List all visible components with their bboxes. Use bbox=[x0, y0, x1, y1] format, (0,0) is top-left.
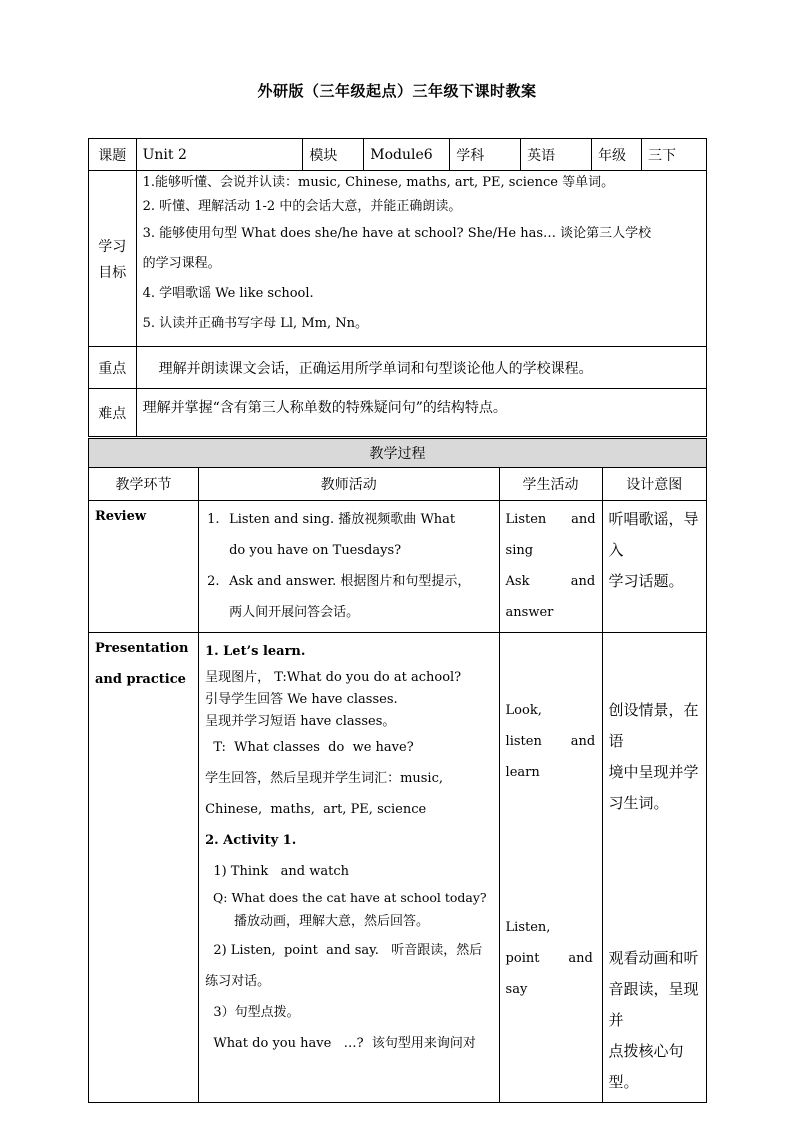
goal-line: 3. 能够使用句型 What does she/he have at school? She/He has… 谈论第三人学校 bbox=[142, 226, 652, 241]
section-heading: 1. Let’s learn. bbox=[205, 644, 306, 659]
presentation-student-activity bbox=[499, 633, 602, 1103]
item-text: do you have on Tuesdays? bbox=[229, 543, 402, 558]
grade-label: 年级 bbox=[592, 139, 642, 171]
student-line: say bbox=[505, 982, 528, 997]
teacher-item bbox=[199, 566, 498, 597]
teacher-line: 播放动画，理解大意，然后回答。 bbox=[205, 914, 429, 929]
teacher-line: 呈现并学习短语 have classes。 bbox=[205, 714, 396, 729]
col-stage-header: 教学环节 bbox=[89, 468, 199, 501]
goals-label bbox=[89, 171, 137, 347]
teacher-line: Q: What does the cat have at school today? bbox=[205, 890, 487, 905]
lesson-info-table bbox=[88, 138, 707, 437]
teacher-line: 练习对话。 bbox=[205, 974, 271, 989]
topic-value: Unit 2 bbox=[136, 139, 303, 171]
goal-line: 5. 认读并正确书写字母 Ll, Mm, Nn。 bbox=[142, 316, 368, 331]
item-number: 2. bbox=[207, 574, 220, 589]
teacher-line: T: What classes do we have? bbox=[205, 740, 414, 755]
goal-line: 1.能够听懂、会说并认读：music, Chinese, maths, art, PE, science 等单词。 bbox=[142, 175, 615, 190]
col-design-header: 设计意图 bbox=[602, 468, 706, 501]
student-line: Listen and bbox=[505, 512, 596, 527]
item-text: Ask and answer. 根据图片和句型提示， bbox=[229, 574, 471, 589]
goal-line: 4. 学唱歌谣 We like school. bbox=[142, 286, 314, 301]
teacher-line: 1) Think and watch bbox=[205, 864, 349, 879]
goals-label-line-1: 学习 bbox=[98, 238, 127, 255]
goals-cell bbox=[136, 171, 706, 347]
module-value: Module6 bbox=[364, 139, 450, 171]
grade-value: 三下 bbox=[642, 139, 707, 171]
difficulty-value: 理解并掌握“含有第三人称单数的特殊疑问句”的结构特点。 bbox=[136, 389, 706, 437]
item-text: 两人间开展问答会话。 bbox=[229, 605, 360, 620]
key-point-label: 重点 bbox=[89, 347, 137, 389]
item-number: 1. bbox=[207, 512, 220, 527]
spacer bbox=[506, 788, 596, 912]
teacher-line: 引导学生回答 We have classes. bbox=[205, 692, 398, 707]
student-line: Ask and bbox=[505, 574, 596, 589]
design-line: 境中呈现并学 bbox=[608, 763, 699, 781]
teacher-line: 3）句型点拨。 bbox=[205, 1005, 300, 1020]
topic-label: 课题 bbox=[89, 139, 137, 171]
subject-label: 学科 bbox=[450, 139, 521, 171]
difficulty-label: 难点 bbox=[89, 389, 137, 437]
design-line: 学习话题。 bbox=[608, 572, 684, 590]
design-line: 观看动画和听 bbox=[608, 949, 699, 967]
teaching-process-table bbox=[88, 438, 707, 1103]
design-line: 创设情景，在语 bbox=[608, 701, 699, 750]
module-label: 模块 bbox=[303, 139, 364, 171]
design-line: 听唱歌谣，导入 bbox=[608, 510, 699, 559]
design-line: 习生词。 bbox=[608, 794, 669, 812]
stage-line: and practice bbox=[95, 672, 186, 687]
key-point-value: 理解并朗读课文会话，正确运用所学单词和句型谈论他人的学校课程。 bbox=[136, 347, 706, 389]
item-text: Listen and sing. 播放视频歌曲 What bbox=[229, 512, 456, 527]
teacher-line: Chinese, maths, art, PE, science bbox=[205, 802, 427, 817]
col-student-header: 学生活动 bbox=[499, 468, 602, 501]
review-design-intent bbox=[602, 501, 706, 633]
presentation-teacher-activity bbox=[199, 633, 499, 1103]
spacer bbox=[506, 633, 596, 695]
process-title: 教学过程 bbox=[89, 439, 707, 468]
review-student-activity bbox=[499, 501, 602, 633]
student-line: answer bbox=[505, 605, 554, 620]
review-teacher-activity bbox=[199, 501, 499, 633]
spacer bbox=[609, 819, 700, 943]
goals-label-line-2: 目标 bbox=[98, 264, 127, 281]
student-line: Listen, bbox=[505, 920, 551, 935]
design-line: 点拨核心句型。 bbox=[608, 1042, 684, 1091]
presentation-design-intent bbox=[602, 633, 706, 1103]
goal-line: 2. 听懂、理解活动 1-2 中的会话大意，并能正确朗读。 bbox=[142, 199, 462, 214]
teacher-line: 呈现图片， T:What do you do at achool? bbox=[205, 670, 462, 685]
document-title: 外研版（三年级起点）三年级下课时教案 bbox=[257, 82, 537, 100]
review-stage: Review bbox=[89, 501, 199, 633]
student-line: point and bbox=[505, 951, 593, 966]
subject-value: 英语 bbox=[521, 139, 592, 171]
spacer bbox=[609, 633, 700, 695]
teacher-line: 2) Listen, point and say. 听音跟读，然后 bbox=[205, 943, 483, 958]
goal-line: 的学习课程。 bbox=[142, 256, 221, 271]
stage-line: Presentation bbox=[95, 641, 189, 656]
student-line: learn bbox=[505, 765, 540, 780]
student-line: sing bbox=[505, 543, 534, 558]
student-line: listen and bbox=[505, 734, 596, 749]
student-line: Look, bbox=[505, 703, 542, 718]
teacher-line: 学生回答，然后呈现并学生词汇：music, bbox=[205, 771, 444, 786]
teacher-item bbox=[199, 504, 498, 535]
section-heading: 2. Activity 1. bbox=[205, 833, 297, 848]
teacher-line: What do you have …? 该句型用来询问对 bbox=[205, 1036, 476, 1051]
design-line: 音跟读，呈现并 bbox=[608, 980, 699, 1029]
presentation-stage bbox=[89, 633, 199, 1103]
col-teacher-header: 教师活动 bbox=[199, 468, 499, 501]
